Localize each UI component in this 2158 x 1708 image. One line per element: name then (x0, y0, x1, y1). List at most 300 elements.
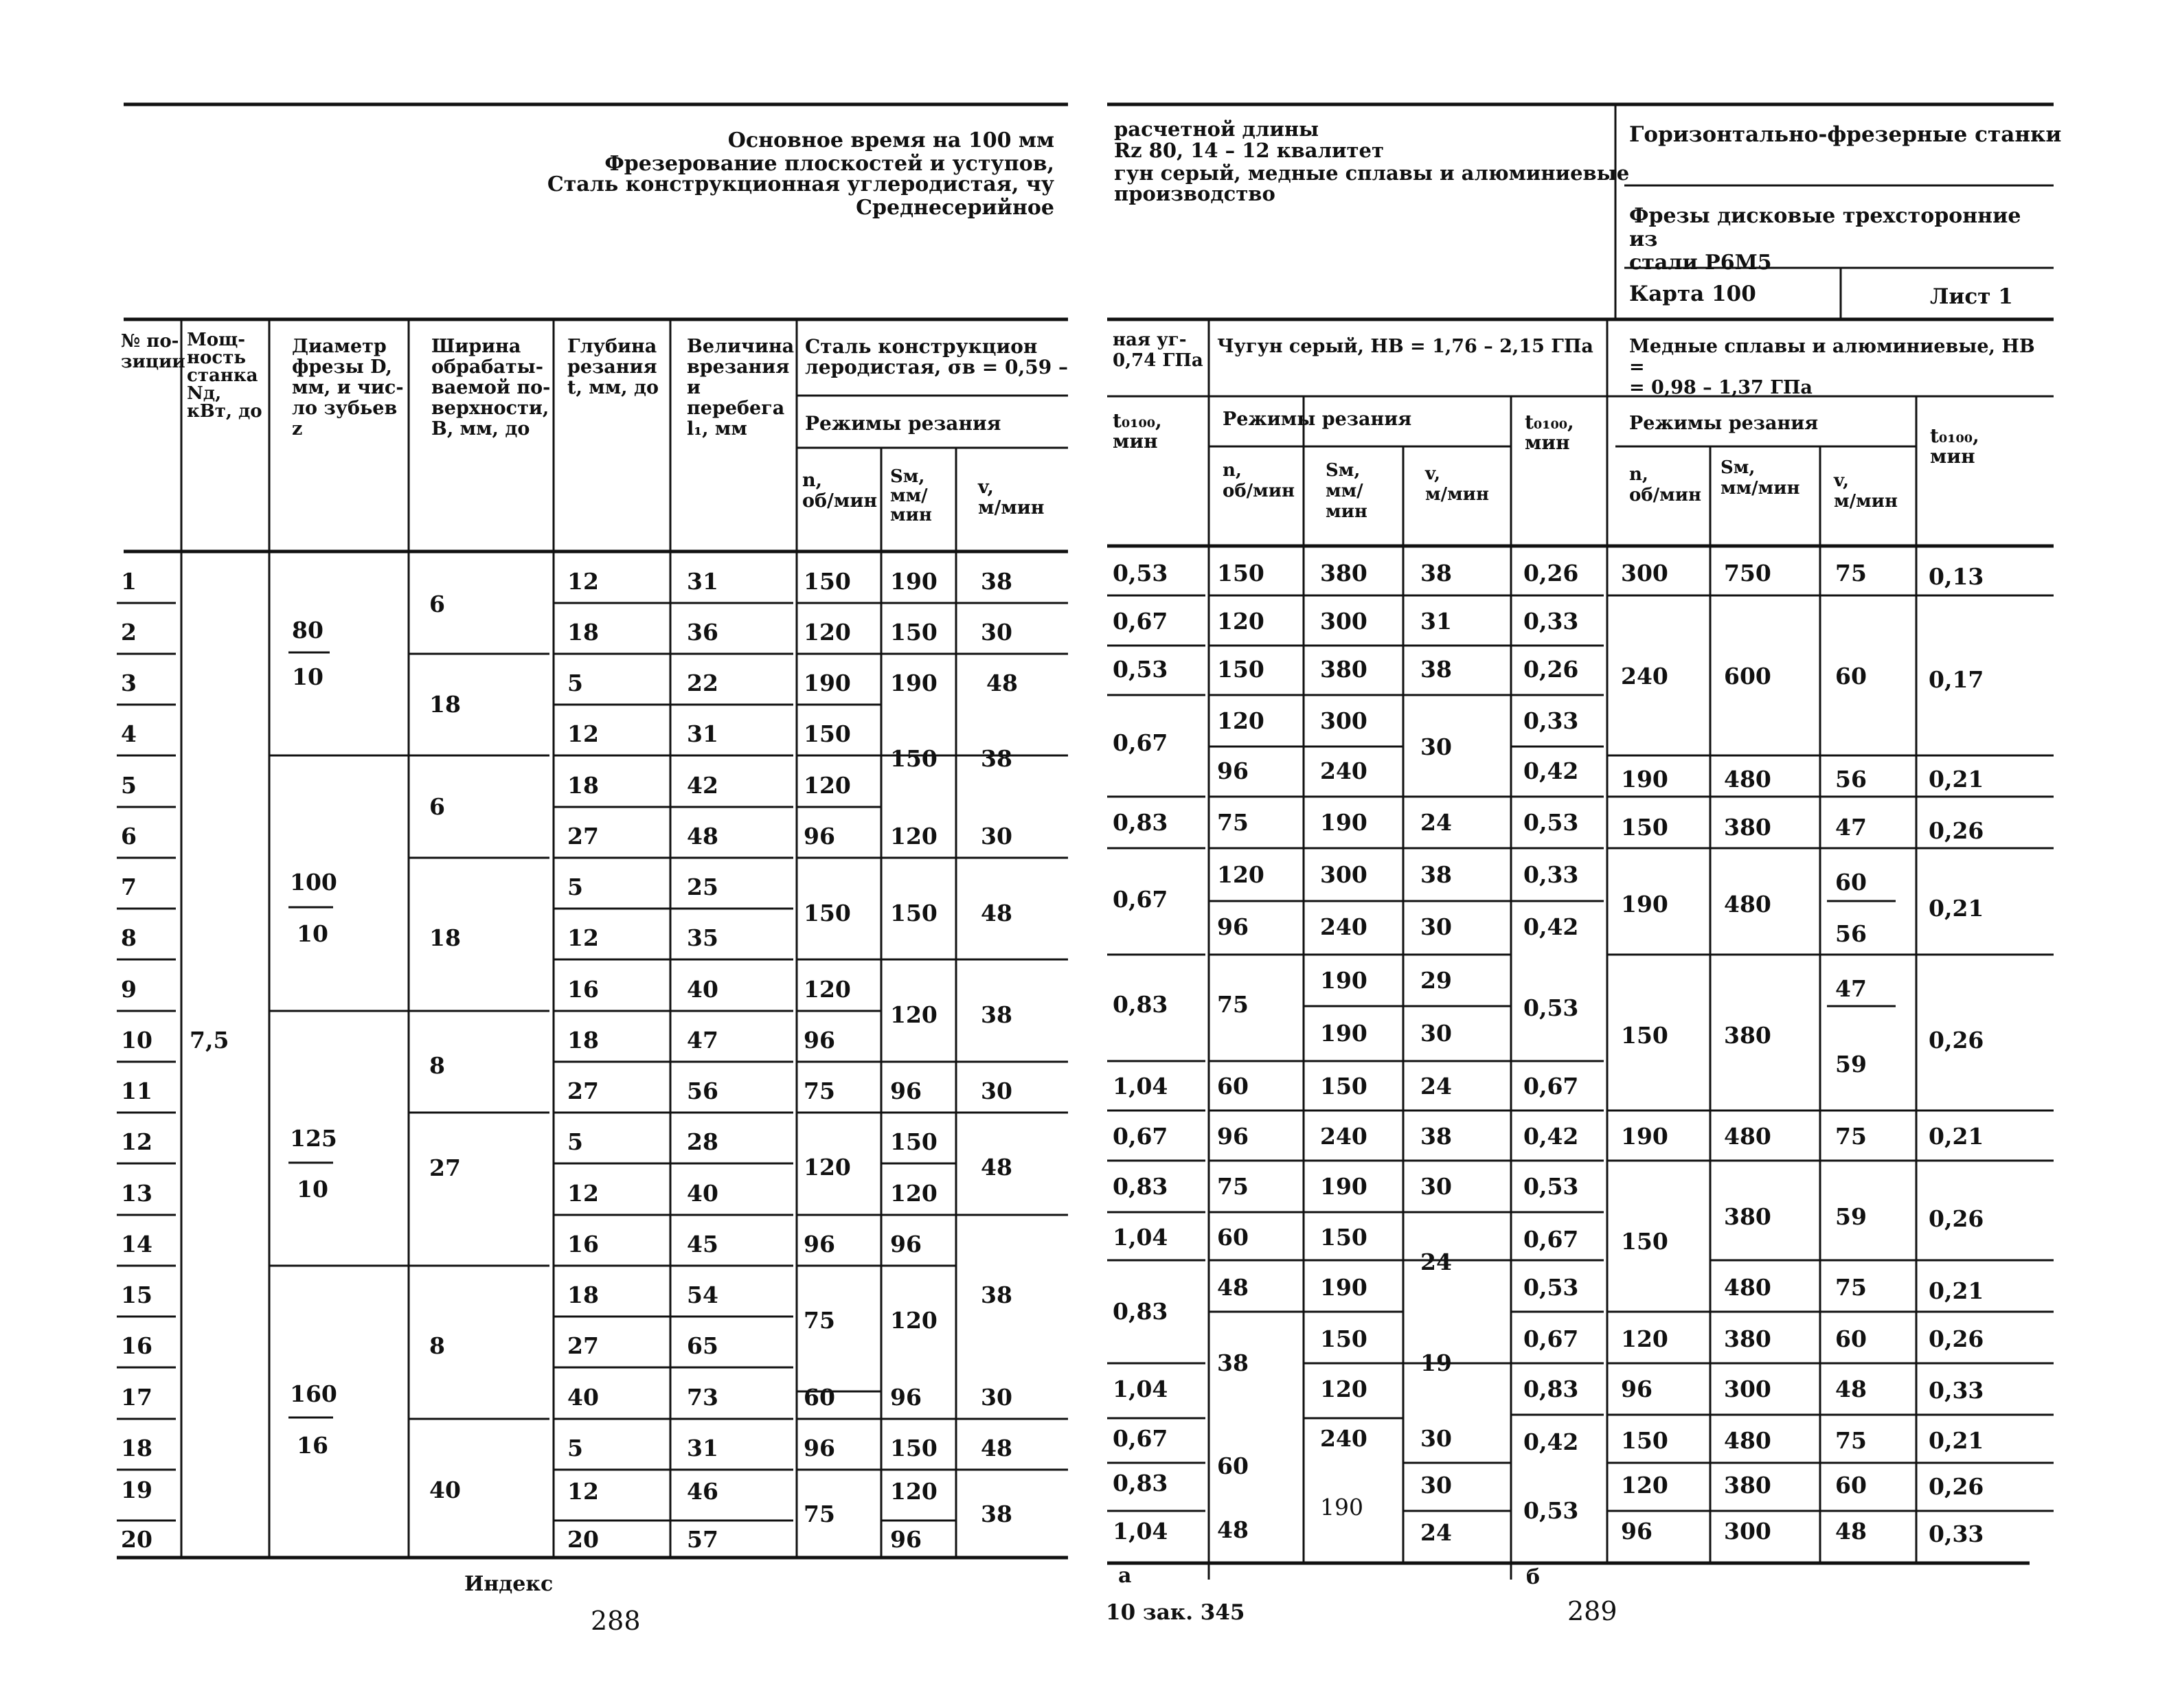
header-modes-cu: Режимы резания (1629, 413, 1819, 434)
depth-value: 12 (567, 924, 599, 951)
cu-n-value: 190 (1621, 1123, 1668, 1150)
cu-n-value: 150 (1621, 1427, 1668, 1454)
n-value: 96 (804, 1231, 835, 1257)
cu-s-value: 300 (1724, 1376, 1771, 1402)
ci-v-value: 38 (1420, 656, 1452, 683)
ci-t0-value: 0,42 (1523, 758, 1579, 784)
page-number-right: 289 (1567, 1596, 1617, 1626)
l1-value: 31 (687, 568, 718, 595)
n-value: 120 (804, 772, 851, 799)
ci-n-value: 75 (1217, 809, 1249, 836)
cu-s-value: 480 (1724, 891, 1771, 918)
position-cell: 20 (121, 1526, 152, 1553)
v-value: 30 (981, 619, 1012, 646)
footer-order: 10 зак. 345 (1106, 1600, 1245, 1625)
ci-s-value: 190 (1320, 967, 1367, 994)
l1-value: 42 (687, 772, 718, 799)
cu-v-value: 75 (1835, 1274, 1867, 1301)
header-l1: Величина врезания и перебега l₁, мм (687, 336, 795, 440)
ci-s-value: 190 (1320, 809, 1367, 836)
t0-steel-value: 0,83 (1113, 1298, 1168, 1325)
ci-s-value: 380 (1320, 656, 1367, 683)
cu-v-value: 60 (1835, 869, 1867, 896)
cu-t0-value: 0,21 (1929, 895, 1984, 922)
header-steel: Сталь конструкцион леродистая, σв = 0,59 – (805, 335, 1068, 378)
cu-n-value: 240 (1621, 663, 1668, 690)
s-value: 190 (890, 670, 938, 696)
teeth-value: 16 (297, 1432, 328, 1459)
ci-s-value: 240 (1320, 758, 1367, 784)
position-cell: 14 (121, 1231, 152, 1257)
card-number: Карта 100 (1629, 282, 1756, 306)
n-value: 75 (804, 1078, 835, 1104)
ci-v-value: 38 (1420, 560, 1452, 587)
depth-value: 40 (567, 1384, 599, 1411)
header-copper: Медные сплавы и алюминиевые, НВ = = 0,98 – 1,37 ГПа (1629, 336, 2035, 398)
cu-n-value: 96 (1621, 1376, 1652, 1402)
l1-value: 48 (687, 823, 718, 850)
ci-n-value: 120 (1217, 608, 1264, 635)
depth-value: 27 (567, 1078, 599, 1104)
ci-n-value: 75 (1217, 1173, 1249, 1200)
ci-s-value: 190 (1320, 1274, 1367, 1301)
n-value: 75 (804, 1501, 835, 1527)
header-n-ci: n, об/мин (1223, 460, 1295, 501)
n-value: 150 (804, 900, 851, 926)
v-value: 30 (981, 1078, 1012, 1104)
ci-n-value: 60 (1217, 1224, 1249, 1251)
ci-t0-value: 0,67 (1523, 1325, 1579, 1352)
ci-s-value: 190 (1320, 1173, 1367, 1200)
ci-t0-value: 0,26 (1523, 560, 1579, 587)
cu-t0-value: 0,26 (1929, 1027, 1984, 1054)
ci-s-value: 380 (1320, 560, 1367, 587)
depth-value: 27 (567, 1332, 599, 1359)
v-value: 38 (981, 745, 1012, 772)
cu-t0-value: 0,26 (1929, 1205, 1984, 1232)
t0-steel-value: 0,67 (1113, 886, 1168, 913)
t0-steel-value: 0,53 (1113, 560, 1168, 587)
width-value: 18 (429, 691, 461, 718)
width-value: 40 (429, 1477, 461, 1503)
cu-t0-value: 0,26 (1929, 817, 1984, 844)
page-number-left: 288 (591, 1606, 641, 1636)
ci-s-value: 120 (1320, 1376, 1367, 1402)
position-cell: 15 (121, 1282, 152, 1308)
l1-value: 36 (687, 619, 718, 646)
l1-value: 25 (687, 874, 718, 900)
cu-s-value: 480 (1724, 1427, 1771, 1454)
width-value: 8 (429, 1332, 445, 1359)
ci-n-value: 60 (1217, 1073, 1249, 1100)
cu-s-value: 750 (1724, 560, 1771, 587)
ci-t0-value: 0,67 (1523, 1073, 1579, 1100)
ci-n-value: 38 (1217, 1350, 1249, 1376)
teeth-value: 10 (292, 663, 323, 690)
l1-value: 73 (687, 1384, 718, 1411)
ci-n-value: 120 (1217, 707, 1264, 734)
v-value: 30 (981, 1384, 1012, 1411)
ci-t0-value: 0,42 (1523, 913, 1579, 940)
cu-t0-value: 0,21 (1929, 1277, 1984, 1304)
l1-value: 40 (687, 976, 718, 1003)
cu-t0-value: 0,33 (1929, 1521, 1984, 1547)
diameter-value: 160 (290, 1380, 337, 1407)
n-value: 150 (804, 568, 851, 595)
heading-line-4: Среднесерийное (856, 196, 1054, 220)
cu-n-value: 96 (1621, 1518, 1652, 1545)
l1-value: 46 (687, 1478, 718, 1505)
header-modes: Режимы резания (805, 412, 1001, 435)
t0-steel-value: 0,83 (1113, 809, 1168, 836)
heading-line-4: производство (1114, 182, 1275, 205)
cu-t0-value: 0,13 (1929, 563, 1984, 590)
cu-v-value: 75 (1835, 560, 1867, 587)
cu-n-value: 150 (1621, 814, 1668, 841)
header-n-cu: n, об/мин (1629, 464, 1702, 505)
ci-n-value: 96 (1217, 913, 1249, 940)
diameter-value: 80 (292, 617, 323, 644)
ci-t0-value: 0,33 (1523, 608, 1579, 635)
l1-value: 28 (687, 1128, 718, 1155)
t0-steel-value: 0,67 (1113, 1123, 1168, 1150)
ci-n-value: 96 (1217, 758, 1249, 784)
diameter-value: 125 (290, 1125, 337, 1152)
ci-n-value: 48 (1217, 1516, 1249, 1543)
ci-t0-value: 0,42 (1523, 1123, 1579, 1150)
cu-v-value: 47 (1835, 814, 1867, 841)
footer-label-b: б (1526, 1565, 1541, 1589)
position-cell: 5 (121, 772, 137, 799)
ci-v-value: 30 (1420, 1173, 1452, 1200)
heading-line-1: Основное время на 100 мм (727, 128, 1054, 152)
cu-s-value: 480 (1724, 766, 1771, 793)
ci-t0-value: 0,53 (1523, 1497, 1579, 1524)
v-value: 38 (981, 1501, 1012, 1527)
ci-v-value: 24 (1420, 1073, 1452, 1100)
n-value: 120 (804, 619, 851, 646)
v-value: 48 (986, 670, 1018, 696)
position-cell: 11 (121, 1078, 152, 1104)
n-value: 190 (804, 670, 851, 696)
cu-n-value: 300 (1621, 560, 1668, 587)
header-modes-ci: Режимы резания (1223, 409, 1412, 430)
depth-value: 18 (567, 772, 599, 799)
heading-line-3: гун серый, медные сплавы и алюминиевые (1114, 161, 1630, 185)
cu-n-value: 120 (1621, 1325, 1668, 1352)
ci-t0-value: 0,67 (1523, 1226, 1579, 1253)
cu-s-value: 380 (1724, 1022, 1771, 1049)
n-value: 96 (804, 823, 835, 850)
position-cell: 3 (121, 670, 137, 696)
width-value: 8 (429, 1052, 445, 1079)
ci-v-value: 24 (1420, 809, 1452, 836)
s-value: 120 (890, 1307, 938, 1334)
ci-v-value: 38 (1420, 1123, 1452, 1150)
ci-t0-value: 0,53 (1523, 1173, 1579, 1200)
l1-value: 35 (687, 924, 718, 951)
heading-line-2: Rz 80, 14 – 12 квалитет (1114, 139, 1384, 162)
s-value: 120 (890, 1001, 938, 1028)
ci-n-value: 150 (1217, 560, 1264, 587)
t0-steel-value: 0,67 (1113, 729, 1168, 756)
position-cell: 9 (121, 976, 137, 1003)
n-value: 96 (804, 1027, 835, 1054)
ci-n-value: 96 (1217, 1123, 1249, 1150)
header-t0-steel: t₀₁₀₀, мин (1113, 409, 1162, 453)
ci-v-value: 24 (1420, 1519, 1452, 1546)
depth-value: 12 (567, 1180, 599, 1207)
ci-s-value: 240 (1320, 1425, 1367, 1452)
header-s-ci: Sм, мм/мин (1326, 460, 1367, 522)
header-position: № по- зиции (121, 331, 185, 372)
cu-s-value: 480 (1724, 1274, 1771, 1301)
depth-value: 27 (567, 823, 599, 850)
cu-t0-value: 0,21 (1929, 1427, 1984, 1454)
t0-steel-value: 1,04 (1113, 1518, 1168, 1545)
ci-s-value: 240 (1320, 913, 1367, 940)
s-value: 150 (890, 745, 938, 772)
teeth-value: 10 (297, 920, 328, 947)
l1-value: 31 (687, 1435, 718, 1461)
ci-n-value: 120 (1217, 861, 1264, 888)
l1-value: 22 (687, 670, 718, 696)
ci-s-value: 300 (1320, 707, 1367, 734)
depth-value: 12 (567, 568, 599, 595)
ci-t0-value: 0,26 (1523, 656, 1579, 683)
position-cell: 2 (121, 619, 137, 646)
n-value: 60 (804, 1384, 835, 1411)
position-cell: 10 (121, 1027, 152, 1054)
depth-value: 20 (567, 1526, 599, 1553)
header-t0-ci: t₀₁₀₀, мин (1525, 411, 1574, 454)
t0-steel-value: 0,67 (1113, 608, 1168, 635)
header-v: v, м/мин (978, 477, 1045, 519)
cu-v-value: 59 (1835, 1203, 1867, 1230)
cu-t0-value: 0,33 (1929, 1377, 1984, 1404)
ci-v-value: 30 (1420, 1020, 1452, 1047)
ci-s-value: 240 (1320, 1123, 1367, 1150)
cu-v-value: 60 (1835, 1325, 1867, 1352)
l1-value: 56 (687, 1078, 718, 1104)
header-cast-iron: Чугун серый, НВ = 1,76 – 2,15 ГПа (1217, 336, 1593, 357)
l1-value: 57 (687, 1526, 718, 1553)
t0-steel-value: 1,04 (1113, 1073, 1168, 1100)
cu-t0-value: 0,26 (1929, 1473, 1984, 1500)
cu-s-value: 480 (1724, 1123, 1771, 1150)
n-value: 75 (804, 1307, 835, 1334)
ci-n-value: 48 (1217, 1274, 1249, 1301)
s-value: 96 (890, 1078, 922, 1104)
cu-v-value: 56 (1835, 766, 1867, 793)
position-cell: 6 (121, 823, 137, 850)
ci-n-value: 60 (1217, 1453, 1249, 1479)
ci-t0-value: 0,53 (1523, 1274, 1579, 1301)
cu-n-value: 190 (1621, 766, 1668, 793)
ci-s-value: 190 (1320, 1020, 1367, 1047)
v-value: 38 (981, 1282, 1012, 1308)
cu-n-value: 150 (1621, 1228, 1668, 1255)
s-value: 120 (890, 1478, 938, 1505)
ci-s-value: 300 (1320, 608, 1367, 635)
cu-t0-value: 0,21 (1929, 766, 1984, 793)
depth-value: 18 (567, 619, 599, 646)
s-value: 150 (890, 1435, 938, 1461)
header-v-cu: v, м/мин (1834, 470, 1898, 512)
footer-label-a: а (1118, 1564, 1132, 1588)
cu-v-value: 59 (1835, 1051, 1867, 1078)
t0-steel-value: 0,53 (1113, 656, 1168, 683)
s-value: 190 (890, 568, 938, 595)
s-value: 96 (890, 1384, 922, 1411)
width-value: 6 (429, 591, 445, 617)
cutter-type: Фрезы дисковые трехсторонние из стали Р6М5 (1629, 204, 2021, 275)
v-value: 38 (981, 568, 1012, 595)
depth-value: 18 (567, 1282, 599, 1308)
t0-steel-value: 0,67 (1113, 1425, 1168, 1452)
width-value: 18 (429, 924, 461, 951)
depth-value: 5 (567, 670, 583, 696)
cu-v-value: 60 (1835, 1472, 1867, 1499)
header-t0-cu: t₀₁₀₀, мин (1930, 424, 1979, 468)
depth-value: 5 (567, 1435, 583, 1461)
header-power: Мощ- ность станка Nд, кВт, до (187, 330, 262, 422)
cu-v-value: 56 (1835, 920, 1867, 947)
s-value: 150 (890, 1128, 938, 1155)
cu-v-value: 48 (1835, 1518, 1867, 1545)
t0-steel-value: 1,04 (1113, 1224, 1168, 1251)
depth-value: 16 (567, 976, 599, 1003)
l1-value: 54 (687, 1282, 718, 1308)
depth-value: 18 (567, 1027, 599, 1054)
cu-v-value: 47 (1835, 975, 1867, 1002)
depth-value: 5 (567, 1128, 583, 1155)
s-value: 150 (890, 900, 938, 926)
ci-v-value: 24 (1420, 1249, 1452, 1275)
heading-line-3: Сталь конструкционная углеродистая, чу (547, 172, 1054, 196)
v-value: 30 (981, 823, 1012, 850)
ci-v-value: 30 (1420, 733, 1452, 760)
footer-index: Индекс (464, 1572, 554, 1596)
position-cell: 16 (121, 1332, 152, 1359)
cu-s-value: 380 (1724, 1472, 1771, 1499)
header-width: Ширина обрабаты- ваемой по- верхности, B, мм, до (431, 336, 551, 440)
header-n: n, об/мин (802, 470, 878, 512)
position-cell: 17 (121, 1384, 152, 1411)
ci-s-value: 150 (1320, 1224, 1367, 1251)
position-cell: 4 (121, 720, 137, 747)
cu-t0-value: 0,17 (1929, 666, 1984, 693)
power-value: 7,5 (190, 1027, 229, 1054)
ci-s-value: 300 (1320, 861, 1367, 888)
cu-n-value: 120 (1621, 1472, 1668, 1499)
cu-s-value: 380 (1724, 1325, 1771, 1352)
header-v-ci: v, м/мин (1425, 464, 1489, 505)
position-cell: 8 (121, 924, 137, 951)
ci-t0-value: 0,33 (1523, 707, 1579, 734)
ci-s-value: 190 (1320, 1494, 1363, 1521)
cu-s-value: 380 (1724, 1203, 1771, 1230)
position-cell: 18 (121, 1435, 152, 1461)
ci-t0-value: 0,33 (1523, 861, 1579, 888)
teeth-value: 10 (297, 1176, 328, 1203)
ci-t0-value: 0,53 (1523, 994, 1579, 1021)
header-depth: Глубина резания t, мм, до (567, 336, 659, 398)
cu-t0-value: 0,21 (1929, 1123, 1984, 1150)
l1-value: 65 (687, 1332, 718, 1359)
t0-steel-value: 0,83 (1113, 991, 1168, 1018)
l1-value: 47 (687, 1027, 718, 1054)
s-value: 96 (890, 1526, 922, 1553)
ci-v-value: 30 (1420, 913, 1452, 940)
cu-v-value: 75 (1835, 1123, 1867, 1150)
n-value: 120 (804, 1154, 851, 1181)
n-value: 120 (804, 976, 851, 1003)
l1-value: 40 (687, 1180, 718, 1207)
ci-n-value: 150 (1217, 656, 1264, 683)
cu-s-value: 380 (1724, 814, 1771, 841)
depth-value: 12 (567, 1478, 599, 1505)
depth-value: 5 (567, 874, 583, 900)
header-diameter: Диаметр фрезы D, мм, и чис- ло зубьев z (292, 336, 404, 440)
s-value: 120 (890, 823, 938, 850)
t0-steel-value: 0,83 (1113, 1470, 1168, 1496)
position-cell: 7 (121, 874, 137, 900)
machine-type: Горизонтально-фрезерные станки (1629, 122, 2062, 147)
heading-line-2: Фрезерование плоскостей и уступов, (604, 152, 1054, 176)
depth-value: 12 (567, 720, 599, 747)
ci-t0-value: 0,42 (1523, 1428, 1579, 1455)
sheet-number: Лист 1 (1930, 284, 2013, 309)
s-value: 96 (890, 1231, 922, 1257)
position-cell: 1 (121, 568, 137, 595)
depth-value: 16 (567, 1231, 599, 1257)
t0-steel-value: 0,83 (1113, 1173, 1168, 1200)
cu-t0-value: 0,26 (1929, 1325, 1984, 1352)
cu-s-value: 600 (1724, 663, 1771, 690)
ci-v-value: 19 (1420, 1350, 1452, 1376)
ci-v-value: 30 (1420, 1472, 1452, 1499)
l1-value: 45 (687, 1231, 718, 1257)
s-value: 120 (890, 1180, 938, 1207)
diameter-value: 100 (290, 869, 337, 896)
ci-v-value: 31 (1420, 608, 1452, 635)
v-value: 48 (981, 900, 1012, 926)
s-value: 150 (890, 619, 938, 646)
v-value: 38 (981, 1001, 1012, 1028)
ci-s-value: 150 (1320, 1073, 1367, 1100)
ci-v-value: 30 (1420, 1425, 1452, 1452)
n-value: 96 (804, 1435, 835, 1461)
cu-n-value: 150 (1621, 1022, 1668, 1049)
l1-value: 31 (687, 720, 718, 747)
header-steel-tail: ная уг- 0,74 ГПа (1113, 330, 1203, 371)
ci-v-value: 29 (1420, 967, 1452, 994)
ci-v-value: 38 (1420, 861, 1452, 888)
cu-v-value: 75 (1835, 1427, 1867, 1454)
width-value: 27 (429, 1154, 461, 1181)
cu-n-value: 190 (1621, 891, 1668, 918)
ci-t0-value: 0,83 (1523, 1376, 1579, 1402)
ci-s-value: 150 (1320, 1325, 1367, 1352)
cu-s-value: 300 (1724, 1518, 1771, 1545)
t0-steel-value: 1,04 (1113, 1376, 1168, 1402)
n-value: 150 (804, 720, 851, 747)
cu-v-value: 48 (1835, 1376, 1867, 1402)
ci-n-value: 75 (1217, 991, 1249, 1018)
cu-v-value: 60 (1835, 663, 1867, 690)
ci-t0-value: 0,53 (1523, 809, 1579, 836)
